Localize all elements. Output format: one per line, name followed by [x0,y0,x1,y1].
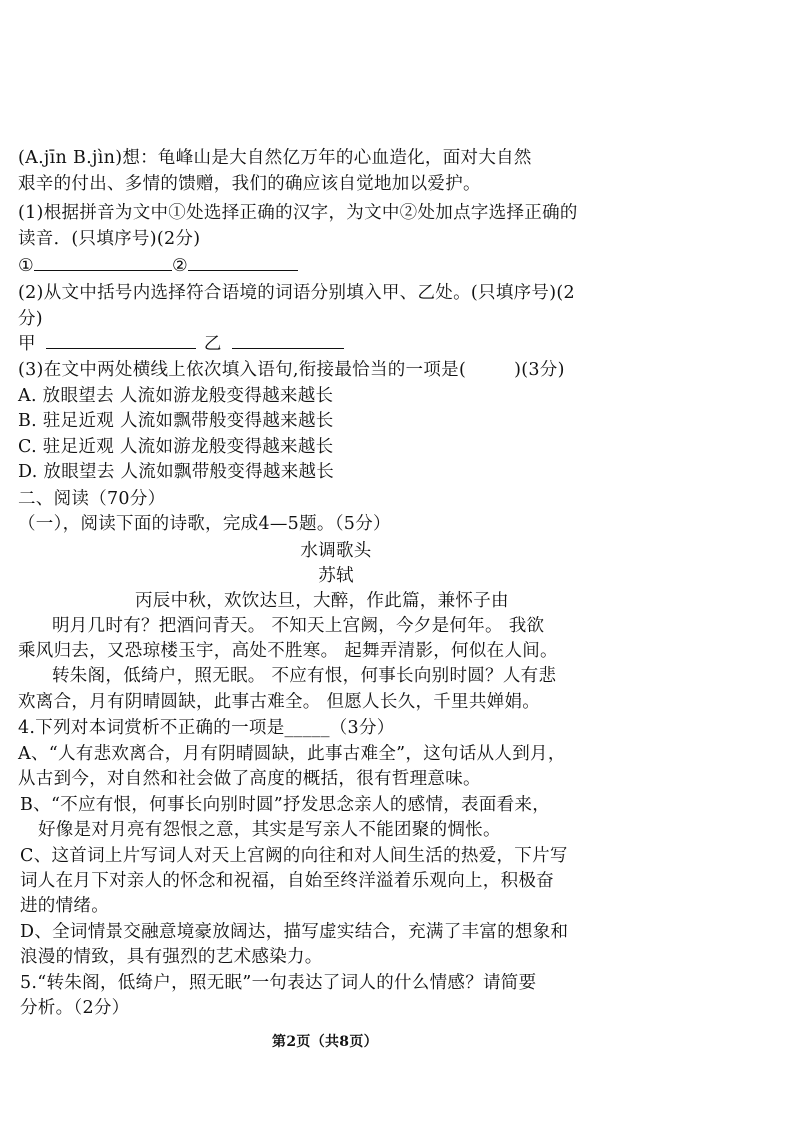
question-4-prompt: 4.下列对本词赏析不正确的一项是_____（3分） [18,718,395,738]
q4-option-d-cont: 浪漫的情致，具有强烈的艺术感染力。 [20,947,323,967]
page-footer: 第2页（共8页） [272,1034,378,1050]
poem-author: 苏轼 [318,566,354,586]
option-b: B. 驻足近观 人流如飘带般变得越来越长 [18,411,334,431]
question-5-prompt-cont: 分析。（2分） [20,998,130,1018]
marker-circle-1: ① [18,256,34,276]
question-1-answer-line [18,254,658,278]
poem-line: 转朱阁，低绮户，照无眠。 不应有恨，何事长向别时圆？人有悲 [52,666,557,686]
q4-option-c-cont: 进的情绪。 [20,896,109,916]
question-3-text: (3)在文中两处横线上依次填入语句,衔接最恰当的一项是( [18,360,467,380]
option-a: A. 放眼望去 人流如游龙般变得越来越长 [18,386,334,406]
poem-title: 水调歌头 [300,541,372,561]
q4-option-a: A、“人有悲欢离合，月有阴晴圆缺，此事古难全”，这句话从人到月， [18,744,566,764]
poem-line: 乘风归去，又恐琼楼玉宇，高处不胜寒。 起舞弄清影，何似在人间。 [18,641,558,661]
q4-option-d: D、全词情景交融意境豪放阔达，描写虚实结合，充满了丰富的想象和 [20,922,569,942]
q4-option-b: B、“不应有恨，何事长向别时圆”抒发思念亲人的感情，表面看来， [20,795,551,815]
question-2-prompt: (2)从文中括号内选择符合语境的词语分别填入甲、乙处。(只填序号)(2 [18,283,575,303]
question-2-answer-line [18,332,658,356]
poem-preface: 丙辰中秋，欢饮达旦，大醉，作此篇，兼怀子由 [135,591,509,611]
label-yi: 乙 [203,334,222,354]
question-3-prompt [18,358,658,382]
question-2-prompt-cont: 分) [18,309,43,329]
label-jia: 甲 [18,334,36,354]
question-1-prompt: (1)根据拼音为文中①处选择正确的汉字，为文中②处加点字选择正确的 [18,203,578,223]
section-heading: 二、阅读（70分） [18,489,166,509]
question-5-prompt: 5.“转朱阁，低绮户，照无眠”一句表达了词人的什么情感？请简要 [20,973,537,993]
q4-option-b-cont: 好像是对月亮有怨恨之意，其实是写亲人不能团聚的惆怅。 [38,820,501,840]
answer-blank-jia[interactable] [46,334,196,349]
answer-blank-yi[interactable] [232,334,344,349]
text-line: (A.jīn B.jìn)想：龟峰山是大自然亿万年的心血造化，面对大自然 [18,148,532,168]
option-d: D. 放眼望去 人流如飘带般变得越来越长 [18,462,335,482]
question-3-score: )(3分) [514,360,565,380]
question-1-prompt-cont: 读音．(只填序号)(2分) [18,229,201,249]
poem-line: 明月几时有？把酒问青天。 不知天上宫阙，今夕是何年。 我欲 [52,616,545,636]
q4-option-c-cont: 词人在月下对亲人的怀念和祝福，自始至终洋溢着乐观向上，积极奋 [20,871,554,891]
part-heading: （一），阅读下面的诗歌，完成4—5题。（5分） [18,514,391,534]
option-c: C. 驻足近观 人流如游龙般变得越来越长 [18,437,334,457]
text-line: 艰辛的付出、多情的馈赠，我们的确应该自觉地加以爱护。 [18,174,481,194]
q4-option-c: C、这首词上片写词人对天上宫阙的向往和对人间生活的热爱，下片写 [20,846,568,866]
marker-circle-2: ② [172,256,188,276]
answer-blank-1[interactable] [34,256,172,271]
answer-blank-2[interactable] [188,256,298,271]
q4-option-a-cont: 从古到今，对自然和社会做了高度的概括，很有哲理意味。 [18,769,481,789]
poem-line: 欢离合，月有阴晴圆缺，此事古难全。 但愿人长久，千里共婵娟。 [18,692,541,712]
